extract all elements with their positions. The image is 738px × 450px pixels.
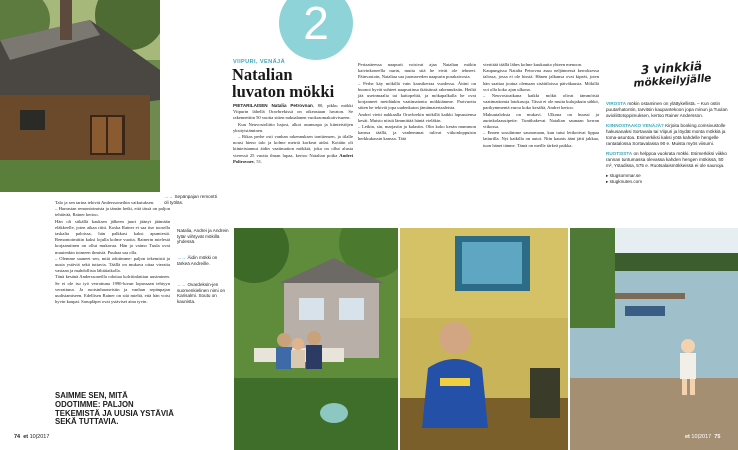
tips-title-line-1: 3 vinkkiä: [640, 58, 703, 78]
title-line-1: Natalian: [232, 65, 293, 84]
intro-p2: Kun Neuvostoliitto hajosi, alkoi asumuspa ja kiinteistöjen yksityistäminen.: [233, 121, 353, 133]
link-item[interactable]: ▸ stugknuten.com: [606, 179, 643, 184]
page-title: [232, 66, 362, 100]
chapter-number: 2: [303, 0, 329, 49]
tips-box: [606, 101, 730, 185]
caption-painting: ←← Ovardeksin-jen suomenkielinen nimi on Karisalmi. Soutu on kaunista.: [177, 282, 226, 304]
pull-quote: SAIMME SEN, MITÄ ODOTIMME: PALJON TEKEMISTÄ JA UUSIA YSTÄVIÄ SEKÄ TUTTAVIA.: [55, 391, 174, 427]
lake-child-photo: [570, 228, 738, 450]
tip-2: KIINNOSTAAKO VENÄJÄ? Kirjoita booking.comsivustolle hakusanaksi Sortavala tai Viipuri ja löydät monta mökkiä ja toma-asuntoa. Esimerkiksi kaksi yötä kahdelle hengelle rantatalossa Sortavalassa 90 e. Muista myös viisumi.: [606, 123, 726, 146]
caption-mom: →→ Äidin mökki on tärkeä Andreille.: [177, 255, 218, 266]
family-cabin-photo: [234, 228, 398, 450]
footer-left: 74 et 10|2017: [14, 434, 50, 440]
intro-lead: PIETARILAISEN Natalia Petrovnan: [233, 103, 313, 108]
tips-title-line-2: mökkeilyjälle: [633, 72, 712, 90]
smithy-photo: [0, 0, 160, 192]
intro-p3: – Rikas perhe osti vanhan rakennuksen tonttiensen, ja tilalle nousi hieno talo ja kolme metriä korkeat aidat. Kotiäin oli kiinteistannut äidin vaatimatton mökkiä, joka on ollut alusta vieressä 25 vuotta ilman lupaa, kertoo Natalian poika Andrei Polirovnev, 51.: [233, 134, 353, 164]
portrait-andrei-photo: [400, 228, 568, 450]
column-left: Talo ja sen tarina tekivät Anderssoneihin vaikutuksen. – Harrastan remontoimista ja tämän hetki, että tässä on paljon tehtävää, Rainer kertoo. Hän oli sitkällä kauksen jälkeen juuri jäänyt jäämään eläkkeelle, joten aikaa riitti. Koska Rainer ei saa itse toosella taskalta paloissa, hän palkkasi kaksi apumiestä. Remontoimittin kaksi lojulla kolme vuotta. Rainerin mielestä korjaamiinen on ollut mukavaa. Hän ja vaimo Tuula ovat muutenkin toimeen ihmisiä. Puuhaa saa olla. – Olemme saaneet sen, mitä odotimme: paljon tekemistä ja uusia ystäviä sekä tuttavia. Täällä on mukava ottaa vieraita vastaan ja mahdollista lähiäiaikolla. Tänä kesänä Anderssoneilla odottaa kolrttinlattian uusiminen. Se ei ole iso työ verrattuna 1990-luvun lopussaan tehtyyn verrattuna. Ja ruotsinhuoneisiin ja vanhan sepänpajan uudistamiseen. Edellisen Rainer on sitä mieltä, että hän voisi hyvin kaupat. Sarupläpet ovat ystäviset aina tyvin.: [55, 200, 170, 305]
caption-smithy: →→ Sepänpajan remontti oli työläs.: [164, 194, 217, 205]
tip-1: VIROSTA mökin ostaminen on ylättykellistä. – Kun ostin puutarhatontin, tarvitsin kaupantekoon jopa minun ja Tuulan avioliittotoppimuksen, kertoo Rainer Andersson.: [606, 101, 728, 118]
tips-title: [613, 58, 730, 91]
arrow-icon: →→: [164, 194, 174, 199]
intro-column: [233, 103, 353, 165]
title-line-2: luvaton mökki: [232, 82, 335, 101]
link-item[interactable]: ▸ stugsommar.se: [606, 173, 641, 178]
link-list: [606, 173, 730, 185]
footer-right: et 10|2017 75: [685, 434, 721, 440]
column-3: vierittää täällä lähes kolme kuukautta yhteen menoon. Kaupungissa Natalia Petrovna asuu neljännessä kerroksessa talossa, jossa ei ole hissiä. Hänen jalkansa ovat kipeät, joten hän saattaa joutua olemaan sisättiloissa päiväkausia. Mökillä voi olla koko ajan ulkona. – Neuvostoaikana kaikki mökit olivat tämmöisiä vaatimattomia latokasoja. Tässä ei ole muita kulujakuin sähkö, parikymmentä euroa koko kesältä, Andrei kertoo. Makuutaloksia on mukavi. Ulkona on huussi ja aurinkolaasuipeite. Tuntihakevat Natalian saunaan kerran viikossa. – Ennen sosulimme saunomaan, kun tutut leitkotivat lippaa latturilla. Nyt kaikilla on autot. Niin kaunis ääni jätti jakkaa, tuon hänet tämne. Tämä on meille tärkeä paikka.: [483, 62, 599, 148]
caption-family: Natalia, Andrei ja Andrein tytär viihtyvät mökillä yhdessä.: [177, 228, 229, 245]
arrow-icon: ←←: [177, 282, 187, 287]
tip-3: RUOTSISTA on helppoa vuokrata mökki. Esimerkiksi viikko rannan tuntumassa olevassa kahden hengen mökissä, 50 m², Ystadissa, 575 e. Ruotsalaismökkeissä ei ole saunoja.: [606, 151, 727, 168]
intro-rest: , 80, pikku mökki Viipurin lähellä Oravbrekissä on oikeastaan luvaton. Se rakennettiin 50 vuotta sitten nakualanen vuokraomakotivisueen.: [233, 103, 353, 121]
arrow-icon: →→: [177, 255, 187, 260]
column-2: Periaatteessa naapurit voisivat ajaa Natalian mökin kaivinkoneella nurin, mutta sitä he eivät ole tehneet. Päinvastoin, Nataliaa saa juomaveden naapurin porakaivosta. – Perhe käy mökillä vain kausikertaa vuodessa. Äitini on huonot hyvät suhteet naapuriinsa ikäisiinsä rakennuksiin. Heiltä jää useinmaalia tai kattopeltiä, ja mökapalkalla he ovat korjanneet meidänkin vaatimatonta mökkiämme. Parivuotta sitten he tekivät jopa uudenkaton jämämateriaaleista. Andrei vietti nakkaalla Oravbrekin mökillä kaikki lapsuutensa kesät. Muisto niistä lämmittää häntä vieläkin. – Leikin, sin, marjastin ja kalastin. Olin koko kesän mummon kanssa täällä, ja vanhemmat tulivat viikonloppuisin herkkukassin kanssa. Tätä: [358, 62, 476, 142]
kicker: VIIPURI, VENÄJÄ: [233, 59, 286, 65]
